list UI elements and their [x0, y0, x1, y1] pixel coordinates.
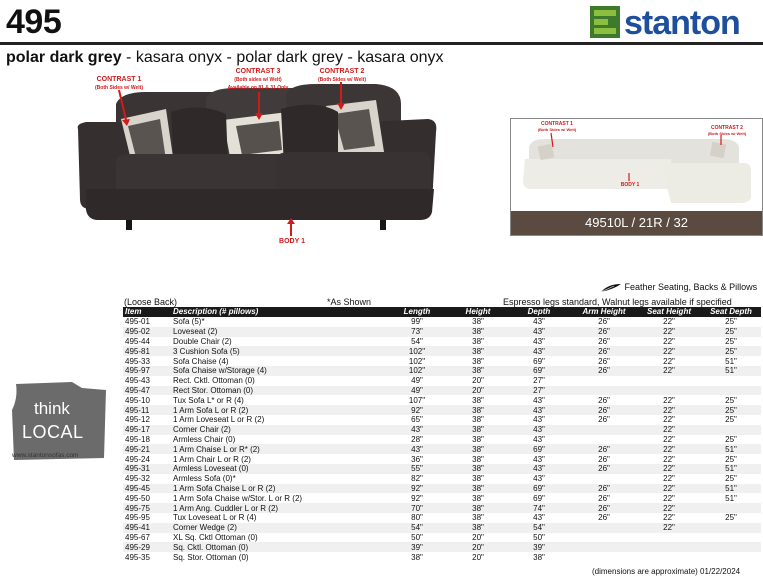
dimension-cell: 25" [725, 395, 737, 405]
column-header: Description (# pillows) [171, 307, 385, 317]
dimension-cell: 38" [447, 366, 507, 376]
stanton-logo [590, 4, 760, 42]
dimension-cell: 25" [725, 434, 737, 444]
sectional-thumbnail [510, 118, 763, 236]
dimension-cell: 43" [533, 415, 545, 425]
table-row [123, 484, 761, 494]
dimension-cell: 38" [472, 454, 484, 464]
item-description: 1 Arm Chaise L or R* (2) [171, 444, 385, 454]
dimension-cell: 70" [385, 503, 447, 513]
column-header: Item [123, 307, 171, 317]
dimension-cell: 26" [569, 405, 637, 415]
dimension-cell [569, 425, 637, 435]
table-row [123, 317, 761, 327]
dimension-cell: 99" [411, 317, 423, 327]
table-row [123, 552, 761, 562]
thumb-callout-contrast-2-note: (Both Sides w/ Welt) [707, 131, 747, 136]
table-row [123, 395, 761, 405]
think-local-line2: LOCAL [22, 422, 84, 442]
dimension-cell: 26" [598, 513, 610, 523]
table-row [123, 327, 761, 337]
dimension-cell: 36" [411, 454, 423, 464]
table-row [123, 356, 761, 366]
item-description: Loveseat (2) [171, 327, 385, 337]
dimension-cell: 22" [663, 415, 675, 425]
dimensions-table [123, 307, 761, 562]
table-row [123, 366, 761, 376]
item-code: 495-33 [125, 356, 150, 366]
thumb-callout-contrast-1 [529, 121, 585, 133]
dimension-cell: 26" [598, 493, 610, 503]
column-header: Arm Height [569, 307, 637, 317]
dimension-cell: 74" [507, 503, 569, 513]
dimension-cell: 22" [663, 454, 675, 464]
dimension-cell: 38" [472, 336, 484, 346]
dimension-cell [699, 503, 761, 513]
callout-contrast-3-label: CONTRAST 3 [235, 68, 281, 75]
dimension-cell: 38" [447, 484, 507, 494]
dimension-cell: 20" [447, 386, 507, 396]
dimension-cell [569, 376, 637, 386]
dimension-cell: 43" [385, 444, 447, 454]
thumb-callout-contrast-1-label: CONTRAST 1 [541, 121, 573, 127]
table-row [123, 464, 761, 474]
dimension-cell [699, 425, 761, 435]
brand-wordmark: stanton [624, 4, 740, 42]
item-description: Armless Chair (0) [173, 434, 236, 444]
dimension-cell: 20" [472, 376, 484, 386]
feather-note-text: Feather Seating, Backs & Pillows [624, 282, 758, 292]
item-code: 495-81 [123, 346, 171, 356]
dimension-cell: 43" [507, 464, 569, 474]
dimension-cell: 39" [507, 542, 569, 552]
column-header: Seat Height [637, 307, 699, 317]
dimension-cell: 25" [699, 405, 761, 415]
item-code: 495-31 [123, 464, 171, 474]
dimension-cell [637, 552, 699, 562]
item-description: Armless Sofa (0)* [173, 474, 236, 484]
dimension-cell: 43" [533, 317, 545, 327]
dimension-cell: 25" [725, 336, 737, 346]
item-code: 495-01 [125, 317, 150, 327]
dimension-cell [699, 376, 761, 386]
dimension-cell: 38" [447, 464, 507, 474]
table-row [123, 425, 761, 435]
loose-back-note: (Loose Back) [124, 297, 178, 307]
item-description: 1 Arm Sofa L or R (2) [171, 405, 385, 415]
dimension-cell: 92" [385, 484, 447, 494]
dimension-cell: 38" [472, 317, 484, 327]
dimension-cell: 22" [637, 327, 699, 337]
dimension-cell: 102" [385, 366, 447, 376]
item-code: 495-18 [125, 434, 150, 444]
dimension-cell [699, 533, 761, 543]
dimension-cell [637, 533, 699, 543]
item-description: 3 Cushion Sofa (5) [171, 346, 385, 356]
callout-contrast-3-availability: Available on 81 & 31 Only [227, 85, 289, 91]
dimension-cell: 26" [598, 415, 610, 425]
table-row [123, 454, 761, 464]
dimension-cell: 69" [507, 366, 569, 376]
thumb-callout-contrast-2-label: CONTRAST 2 [711, 125, 743, 131]
dimension-cell: 20" [472, 532, 484, 542]
dimension-cell: 26" [598, 336, 610, 346]
table-row [123, 533, 761, 543]
item-code: 495-97 [123, 366, 171, 376]
dimension-cell: 20" [447, 542, 507, 552]
dimension-cell [699, 542, 761, 552]
as-shown-note: *As Shown [327, 297, 372, 307]
item-description: 1 Arm Ang. Cuddler L or R (2) [171, 503, 385, 513]
dimension-cell: 26" [569, 366, 637, 376]
callout-contrast-1 [84, 76, 154, 92]
callout-contrast-3-note: (Both sides w/ Welt) [234, 77, 282, 83]
dimension-cell: 107" [408, 395, 426, 405]
dimension-cell: 51" [699, 484, 761, 494]
callout-body: BODY 1 [279, 238, 305, 245]
dimension-cell: 38" [411, 552, 423, 562]
item-code: 495-02 [123, 327, 171, 337]
dimension-cell: 43" [533, 474, 545, 484]
dimension-cell: 22" [637, 484, 699, 494]
dimension-cell: 80" [411, 513, 423, 523]
table-row [123, 386, 761, 396]
dimension-cell: 38" [447, 405, 507, 415]
table-row [123, 542, 761, 552]
feather-icon [600, 283, 622, 293]
dimension-cell [637, 376, 699, 386]
dimension-cell [569, 386, 637, 396]
dimension-cell: 38" [472, 415, 484, 425]
dimension-cell [699, 552, 761, 562]
table-row [123, 523, 761, 533]
primary-fabric: polar dark grey [6, 49, 122, 66]
dimension-cell: 22" [663, 356, 675, 366]
dimension-cell: 54" [507, 523, 569, 533]
dimension-cell: 38" [447, 444, 507, 454]
dimension-cell: 38" [472, 434, 484, 444]
dimension-cell: 22" [663, 493, 675, 503]
dimension-cell: 26" [569, 346, 637, 356]
item-code: 495-95 [125, 513, 150, 523]
table-row [123, 435, 761, 445]
column-header: Height [447, 307, 507, 317]
dimension-cell: 55" [385, 464, 447, 474]
dimension-cell: 25" [725, 415, 737, 425]
item-code: 495-41 [123, 523, 171, 533]
dimension-cell: 49" [385, 386, 447, 396]
dimension-cell: 51" [725, 493, 737, 503]
item-code: 495-47 [123, 386, 171, 396]
dimension-cell [699, 386, 761, 396]
dimension-cell: 26" [569, 327, 637, 337]
table-row [123, 503, 761, 513]
table-row [123, 474, 761, 484]
dimension-cell: 25" [725, 317, 737, 327]
item-code: 495-17 [123, 425, 171, 435]
dimension-cell: 92" [411, 493, 423, 503]
dimension-cell: 51" [699, 444, 761, 454]
dimension-cell: 38" [447, 503, 507, 513]
dimension-cell: 22" [637, 405, 699, 415]
dimension-cell [569, 474, 637, 484]
dimension-cell: 51" [725, 356, 737, 366]
item-code: 495-21 [123, 444, 171, 454]
dimension-cell: 43" [507, 405, 569, 415]
item-code: 495-45 [123, 484, 171, 494]
dimension-cell: 69" [507, 484, 569, 494]
dimension-cell: 43" [507, 346, 569, 356]
dimension-cell [569, 523, 637, 533]
dimension-cell: 22" [637, 464, 699, 474]
dimension-cell: 22" [663, 513, 675, 523]
dimension-cell: 22" [637, 425, 699, 435]
dimension-cell: 43" [507, 425, 569, 435]
dimension-cell: 102" [385, 346, 447, 356]
table-row [123, 513, 761, 523]
dimension-cell: 22" [637, 366, 699, 376]
item-description: Tux Loveseat L or R (4) [173, 513, 257, 523]
item-description: Rect. Cktl. Ottoman (0) [173, 376, 255, 386]
callout-contrast-1-note: (Both Sides w/ Welt) [95, 85, 143, 91]
dimension-cell: 50" [411, 532, 423, 542]
table-header-row [123, 307, 761, 317]
item-code: 495-44 [125, 336, 150, 346]
table-row [123, 346, 761, 356]
dimension-cell: 25" [699, 346, 761, 356]
dimension-cell: 43" [385, 425, 447, 435]
item-description: Armless Loveseat (0) [171, 464, 385, 474]
dimension-cell: 43" [533, 395, 545, 405]
dimension-cell: 43" [507, 327, 569, 337]
dimension-cell: 69" [533, 356, 545, 366]
callout-contrast-2 [304, 68, 380, 84]
legs-note: Espresso legs standard, Walnut legs available if specified [503, 297, 732, 307]
dimension-cell: 38" [447, 523, 507, 533]
dimension-cell: 38" [472, 513, 484, 523]
dimension-cell: 22" [637, 346, 699, 356]
dimension-cell: 43" [533, 336, 545, 346]
item-description: Sofa (5)* [173, 317, 205, 327]
item-code: 495-10 [125, 395, 150, 405]
dimension-cell: 38" [472, 474, 484, 484]
dimension-cell: 22" [663, 395, 675, 405]
item-description: Rect Stor. Ottoman (0) [171, 386, 385, 396]
thumb-callout-contrast-1-note: (Both Sides w/ Welt) [537, 127, 577, 132]
thumb-callout-contrast-2 [699, 125, 755, 137]
dimension-cell: 38" [472, 356, 484, 366]
dimension-cell: 27" [533, 376, 545, 386]
dimension-cell: 49" [411, 376, 423, 386]
dimension-cell: 102" [408, 356, 426, 366]
item-description: 1 Arm Chair L or R (2) [173, 454, 251, 464]
dimension-cell: 92" [385, 405, 447, 415]
item-code: 495-75 [123, 503, 171, 513]
dimension-cell: 43" [533, 434, 545, 444]
dimension-cell [637, 542, 699, 552]
dimension-cell: 69" [507, 444, 569, 454]
table-row [123, 337, 761, 347]
dimension-cell: 27" [507, 386, 569, 396]
dimension-cell: 20" [472, 552, 484, 562]
dimension-cell: 43" [533, 513, 545, 523]
stanton-brand-mark-icon [590, 6, 620, 38]
item-description: Corner Chair (2) [171, 425, 385, 435]
dimension-cell: 43" [533, 454, 545, 464]
dimension-cell: 22" [663, 434, 675, 444]
dimension-cell: 25" [725, 454, 737, 464]
column-header: Depth [507, 307, 569, 317]
item-description: 1 Arm Sofa Chaise w/Stor. L or R (2) [173, 493, 303, 503]
item-description: Tux Sofa L* or R (4) [173, 395, 244, 405]
dimension-cell: 54" [385, 523, 447, 533]
table-row [123, 405, 761, 415]
sofa-photo [76, 64, 438, 256]
dimension-cell: 25" [699, 327, 761, 337]
table-row [123, 415, 761, 425]
dimension-cell: 25" [725, 513, 737, 523]
dimension-cell: 26" [569, 484, 637, 494]
think-local-line1: think [34, 399, 70, 418]
dimension-cell [569, 552, 637, 562]
dimension-cell [569, 533, 637, 543]
item-description: Sofa Chaise (4) [173, 356, 229, 366]
dimension-cell: 39" [385, 542, 447, 552]
thumbnail-caption: 49510L / 21R / 32 [511, 211, 762, 235]
dimension-cell: 51" [699, 464, 761, 474]
callout-contrast-2-label: CONTRAST 2 [319, 68, 365, 75]
dimension-cell: 51" [699, 366, 761, 376]
dimension-cell: 38" [472, 395, 484, 405]
item-code: 495-50 [125, 493, 150, 503]
item-code: 495-11 [123, 405, 171, 415]
dimension-cell [699, 523, 761, 533]
table-row [123, 376, 761, 386]
column-header: Length [385, 307, 447, 317]
dimension-cell: 26" [598, 317, 610, 327]
dimension-cell: 38" [533, 552, 545, 562]
item-code: 495-67 [125, 532, 150, 542]
model-number: 495 [6, 3, 62, 41]
dimension-cell: 25" [725, 474, 737, 484]
dimension-cell: 38" [447, 327, 507, 337]
fabric-list: - kasara onyx - polar dark grey - kasara onyx [121, 49, 444, 66]
dimension-cell: 22" [637, 444, 699, 454]
dimension-cell [569, 542, 637, 552]
table-row [123, 444, 761, 454]
dimension-cell [569, 435, 637, 445]
dimension-cell: 54" [411, 336, 423, 346]
dimension-cell: 38" [447, 425, 507, 435]
dimension-cell: 69" [533, 493, 545, 503]
dimension-cell: 22" [637, 523, 699, 533]
dimension-cell: 65" [411, 415, 423, 425]
dimension-cell: 26" [569, 503, 637, 513]
dimension-cell: 26" [598, 356, 610, 366]
dimension-cell: 38" [472, 493, 484, 503]
dimension-cell: 38" [447, 346, 507, 356]
callout-contrast-2-note: (Both Sides w/ Welt) [318, 77, 366, 83]
dimension-cell: 26" [598, 395, 610, 405]
item-description: 1 Arm Sofa Chaise L or R (2) [171, 484, 385, 494]
thumb-callout-body: BODY 1 [620, 182, 640, 188]
dimension-cell: 50" [533, 532, 545, 542]
table-row [123, 493, 761, 503]
dimension-cell: 26" [569, 464, 637, 474]
feather-note [600, 282, 757, 293]
callout-contrast-3 [216, 68, 300, 92]
dimension-cell [637, 386, 699, 396]
item-code: 495-35 [125, 552, 150, 562]
dimension-cell: 22" [663, 336, 675, 346]
dimension-cell: 26" [569, 444, 637, 454]
item-code: 495-29 [123, 542, 171, 552]
item-code: 495-43 [125, 376, 150, 386]
dimension-cell: 22" [637, 503, 699, 513]
footer-note: (dimensions are approximate) 01/22/2024 [592, 567, 741, 576]
item-description: 1 Arm Loveseat L or R (2) [173, 415, 265, 425]
dimension-cell: 73" [385, 327, 447, 337]
item-description: Sq. Cktl. Ottoman (0) [171, 542, 385, 552]
dimension-cell: 22" [663, 317, 675, 327]
item-code: 495-24 [125, 454, 150, 464]
sofa-illustration [76, 64, 438, 256]
item-code: 495-12 [125, 415, 150, 425]
item-description: Double Chair (2) [173, 336, 232, 346]
item-description: XL Sq. Cktl Ottoman (0) [173, 532, 258, 542]
item-description: Sq. Stor. Ottoman (0) [173, 552, 249, 562]
dimension-cell: 26" [598, 454, 610, 464]
website-url: www.stantonsofas.com [12, 452, 79, 459]
column-header: Seat Depth [699, 307, 761, 317]
item-description: Sofa Chaise w/Storage (4) [171, 366, 385, 376]
dimension-cell: 82" [411, 474, 423, 484]
dimension-cell: 22" [663, 474, 675, 484]
item-description: Corner Wedge (2) [171, 523, 385, 533]
dimension-cell: 28" [411, 434, 423, 444]
header-rule [0, 42, 763, 45]
callout-contrast-1-label: CONTRAST 1 [96, 76, 142, 83]
item-code: 495-32 [125, 474, 150, 484]
